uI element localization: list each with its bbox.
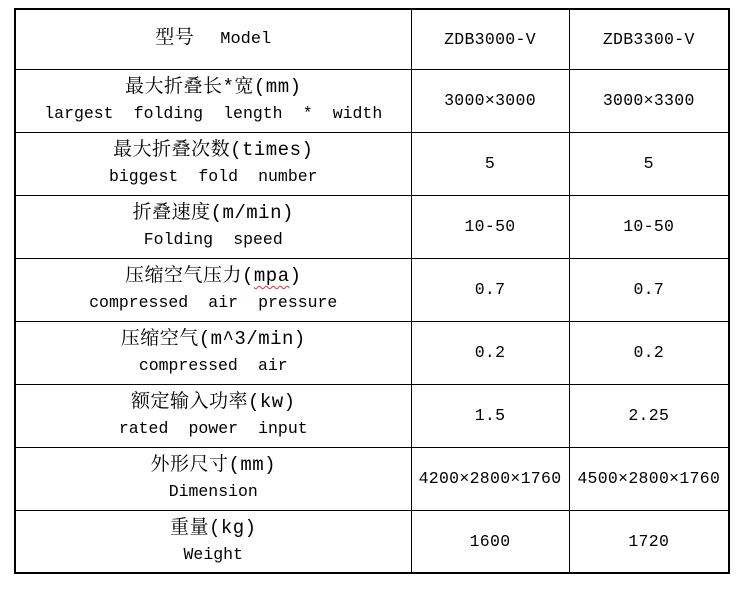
table-row-folding-speed — [15, 195, 729, 258]
spec-label-cell — [15, 195, 411, 258]
table-row-weight — [15, 510, 729, 573]
model-label-zh: 型号 — [155, 27, 195, 50]
spec-label-en: Weight — [183, 544, 243, 564]
spec-label-cell — [15, 321, 411, 384]
spec-label-zh: 外形尺寸(mm) — [150, 454, 277, 476]
table-row-air-pressure — [15, 258, 729, 321]
spellcheck-flagged-text: mpa — [253, 265, 290, 287]
value-model-1: 5 — [411, 132, 569, 195]
spec-label-zh: 最大折叠次数(times) — [113, 139, 314, 161]
spec-label-en: biggest fold number — [108, 167, 318, 186]
spec-label-en: compressed air pressure — [89, 293, 338, 312]
table-row-rated-power — [15, 384, 729, 447]
spec-label-cell — [15, 384, 411, 447]
value-model-1: 10-50 — [411, 195, 569, 258]
table-row-folding-size — [15, 69, 729, 132]
spec-label-en: Dimension — [168, 482, 258, 501]
spec-label-en: Folding speed — [143, 230, 283, 249]
value-model-1: 0.2 — [411, 321, 569, 384]
spec-label-zh: 重量(kg) — [169, 516, 257, 539]
spec-label-zh-prefix: 压缩空气压力( — [124, 265, 254, 287]
model-header-cell — [15, 9, 411, 69]
spec-label-cell — [15, 69, 411, 132]
value-model-2: 2.25 — [569, 384, 729, 447]
value-model-2: 1720 — [569, 510, 729, 573]
spec-label-cell — [15, 510, 411, 573]
value-model-2: 3000×3300 — [569, 69, 729, 132]
spec-label-zh-suffix: ) — [289, 265, 302, 287]
spec-label-en: largest folding length * width — [44, 104, 383, 123]
model-1-header: ZDB3000-V — [411, 9, 569, 69]
value-model-1: 3000×3000 — [411, 69, 569, 132]
value-model-2: 4500×2800×1760 — [569, 447, 729, 510]
spec-label-cell — [15, 132, 411, 195]
spec-label-cell — [15, 258, 411, 321]
model-2-header: ZDB3300-V — [569, 9, 729, 69]
value-model-1: 1.5 — [411, 384, 569, 447]
value-model-2: 0.2 — [569, 321, 729, 384]
table-row-dimension — [15, 447, 729, 510]
value-model-1: 0.7 — [411, 258, 569, 321]
value-model-2: 0.7 — [569, 258, 729, 321]
model-label-en: Model — [220, 30, 272, 50]
spec-label-zh: 折叠速度(m/min) — [132, 202, 294, 224]
spec-label-cell — [15, 447, 411, 510]
value-model-2: 5 — [569, 132, 729, 195]
spec-label-zh: 压缩空气(m^3/min) — [120, 328, 306, 350]
value-model-2: 10-50 — [569, 195, 729, 258]
table-row-fold-number — [15, 132, 729, 195]
spec-label-zh: 额定输入功率(kw) — [130, 391, 296, 413]
header-row — [15, 9, 729, 69]
spec-label-zh: 最大折叠长*宽(mm) — [124, 76, 302, 98]
value-model-1: 4200×2800×1760 — [411, 447, 569, 510]
spec-label-en: rated power input — [118, 419, 308, 438]
value-model-1: 1600 — [411, 510, 569, 573]
spec-label-en: compressed air — [138, 356, 288, 375]
table-row-air-volume — [15, 321, 729, 384]
spec-label-zh — [18, 263, 409, 290]
spec-table — [14, 8, 730, 574]
